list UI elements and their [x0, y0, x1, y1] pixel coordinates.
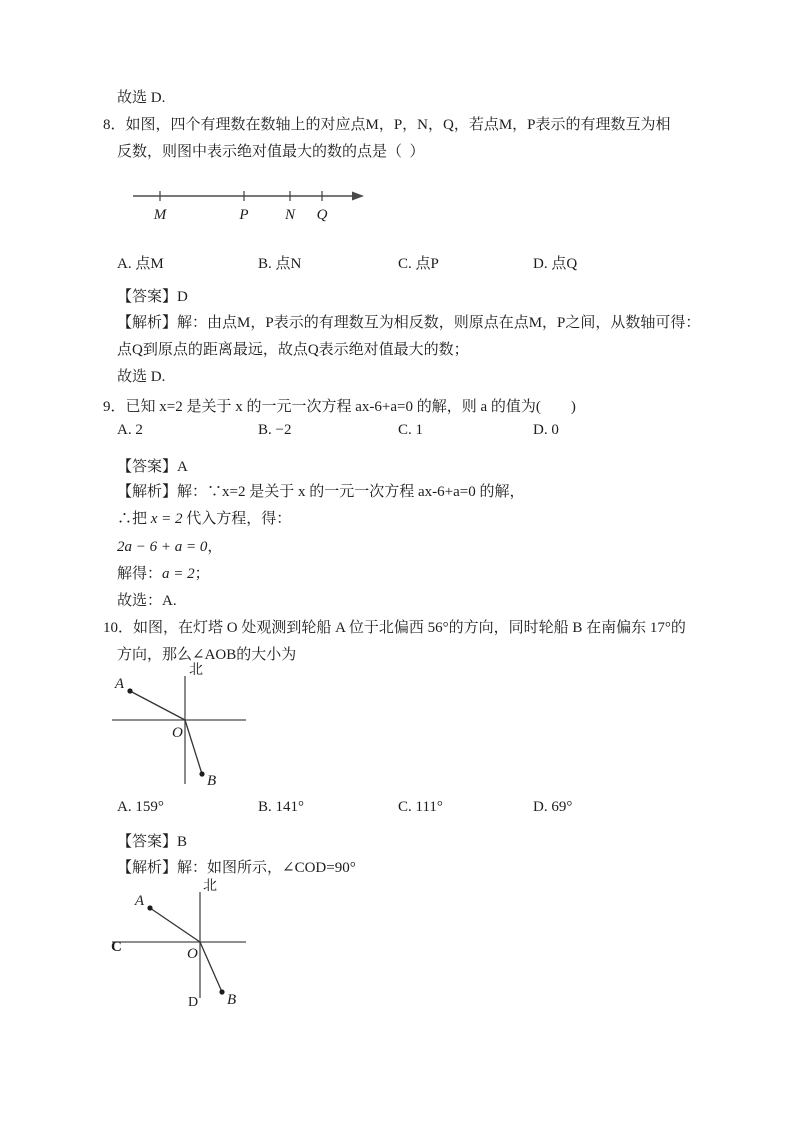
number-line-diagram — [128, 182, 378, 228]
q9-option-b: B. −2 — [258, 422, 292, 438]
q8-stem-line2: 反数，则图中表示绝对值最大的数的点是（ ） — [117, 144, 425, 160]
q10-option-a: A. 159° — [117, 799, 164, 815]
number-line-arrow-icon — [352, 192, 364, 201]
q10-option-d: D. 69° — [533, 799, 573, 815]
q8-analysis-line3: 故选 D. — [117, 369, 166, 385]
d1-point-b-label: B — [207, 773, 217, 789]
d2-point-o-label: O — [187, 946, 198, 962]
q9-stem: 9．已知 x=2 是关于 x 的一元一次方程 ax-6+a=0 的解，则 a 的值为( ) — [103, 399, 576, 415]
d2-point-b-label: B — [227, 992, 237, 1008]
previous-answer-line: 故选 D. — [117, 90, 166, 106]
compass-diagram-2 — [106, 874, 266, 1016]
q9-option-d: D. 0 — [533, 422, 559, 438]
q9-answer-label: 【答案】 — [117, 459, 178, 475]
q8-stem-line1: 8．如图，四个有理数在数轴上的对应点M，P，N，Q，若点M，P表示的有理数互为相 — [103, 117, 671, 133]
q9-analysis-line5: 故选：A. — [117, 593, 177, 609]
q10-stem-line2: 方向，那么∠AOB的大小为 — [117, 647, 297, 663]
d2-point-d-label: D — [188, 995, 199, 1010]
q8-option-a: A. 点M — [117, 256, 164, 272]
q8-option-d: D. 点Q — [533, 256, 578, 272]
q9-analysis-text1: 解：∵x=2 是关于 x 的一元一次方程 ax-6+a=0 的解， — [177, 484, 525, 500]
d1-ray-oa — [130, 691, 185, 720]
q9-answer-line — [117, 457, 188, 477]
q10-stem-line1: 10．如图，在灯塔 O 处观测到轮船 A 位于北偏西 56°的方向，同时轮船 B 在南偏东 17°的 — [103, 620, 686, 636]
q9-analysis4-pre: 解得： — [117, 566, 163, 582]
q9-analysis2-pre: ∴把 — [117, 511, 151, 527]
d1-point-a-label: A — [114, 676, 124, 692]
q8-answer-value: D — [177, 289, 188, 305]
q9-analysis3-math: 2a − 6 + a = 0 — [117, 539, 208, 555]
compass-diagram-1 — [106, 660, 266, 792]
q10-option-b: B. 141° — [258, 799, 305, 815]
q9-analysis4-math: a = 2 — [162, 566, 195, 582]
d1-point-o-label: O — [172, 725, 183, 741]
d2-ray-ob — [200, 942, 222, 992]
d1-north-label: 北 — [189, 663, 203, 678]
d2-point-c-label: C — [111, 939, 122, 955]
q8-analysis-line2: 点Q到原点的距离最远，故点Q表示绝对值最大的数； — [117, 342, 469, 358]
d2-ray-oa — [150, 908, 200, 942]
q9-option-c: C. 1 — [398, 422, 424, 438]
q8-analysis-line1 — [117, 313, 700, 333]
q9-analysis-line4 — [117, 564, 210, 584]
q10-option-c: C. 111° — [398, 799, 443, 815]
q9-analysis-line1 — [117, 482, 524, 502]
q9-analysis-line2 — [117, 509, 291, 529]
q10-answer-line — [117, 832, 187, 852]
d2-point-a-dot — [147, 905, 152, 910]
d1-ray-ob — [185, 720, 202, 774]
point-m-label: M — [153, 207, 167, 223]
q10-analysis-label: 【解析】 — [117, 860, 178, 876]
point-q-label: Q — [316, 207, 328, 223]
q8-option-c: C. 点P — [398, 256, 439, 272]
point-p-label: P — [239, 207, 249, 223]
q9-option-a: A. 2 — [117, 422, 143, 438]
q9-analysis3-post: ， — [207, 539, 223, 555]
q8-answer-line — [117, 287, 188, 307]
q8-analysis-label: 【解析】 — [117, 315, 178, 331]
d1-point-a-dot — [127, 688, 132, 693]
d2-point-a-label: A — [134, 893, 144, 909]
q9-answer-value: A — [177, 459, 188, 475]
q9-analysis2-post: 代入方程，得： — [182, 511, 292, 527]
d2-point-b-dot — [219, 989, 224, 994]
q9-analysis-label: 【解析】 — [117, 484, 178, 500]
q8-answer-label: 【答案】 — [117, 289, 178, 305]
d2-north-label: 北 — [203, 879, 217, 894]
point-n-label: N — [284, 207, 296, 223]
q8-analysis-text1: 解：由点M，P表示的有理数互为相反数，则原点在点M，P之间，从数轴可得： — [177, 315, 701, 331]
q9-analysis2-math: x = 2 — [150, 511, 183, 527]
q8-option-b: B. 点N — [258, 256, 302, 272]
q9-analysis4-post: ； — [194, 566, 210, 582]
q10-analysis-text1: 解：如图所示，∠COD=90° — [177, 860, 356, 876]
q10-answer-label: 【答案】 — [117, 834, 178, 850]
d1-point-b-dot — [199, 771, 204, 776]
q10-answer-value: B — [177, 834, 188, 850]
q9-analysis-line3 — [117, 537, 222, 557]
